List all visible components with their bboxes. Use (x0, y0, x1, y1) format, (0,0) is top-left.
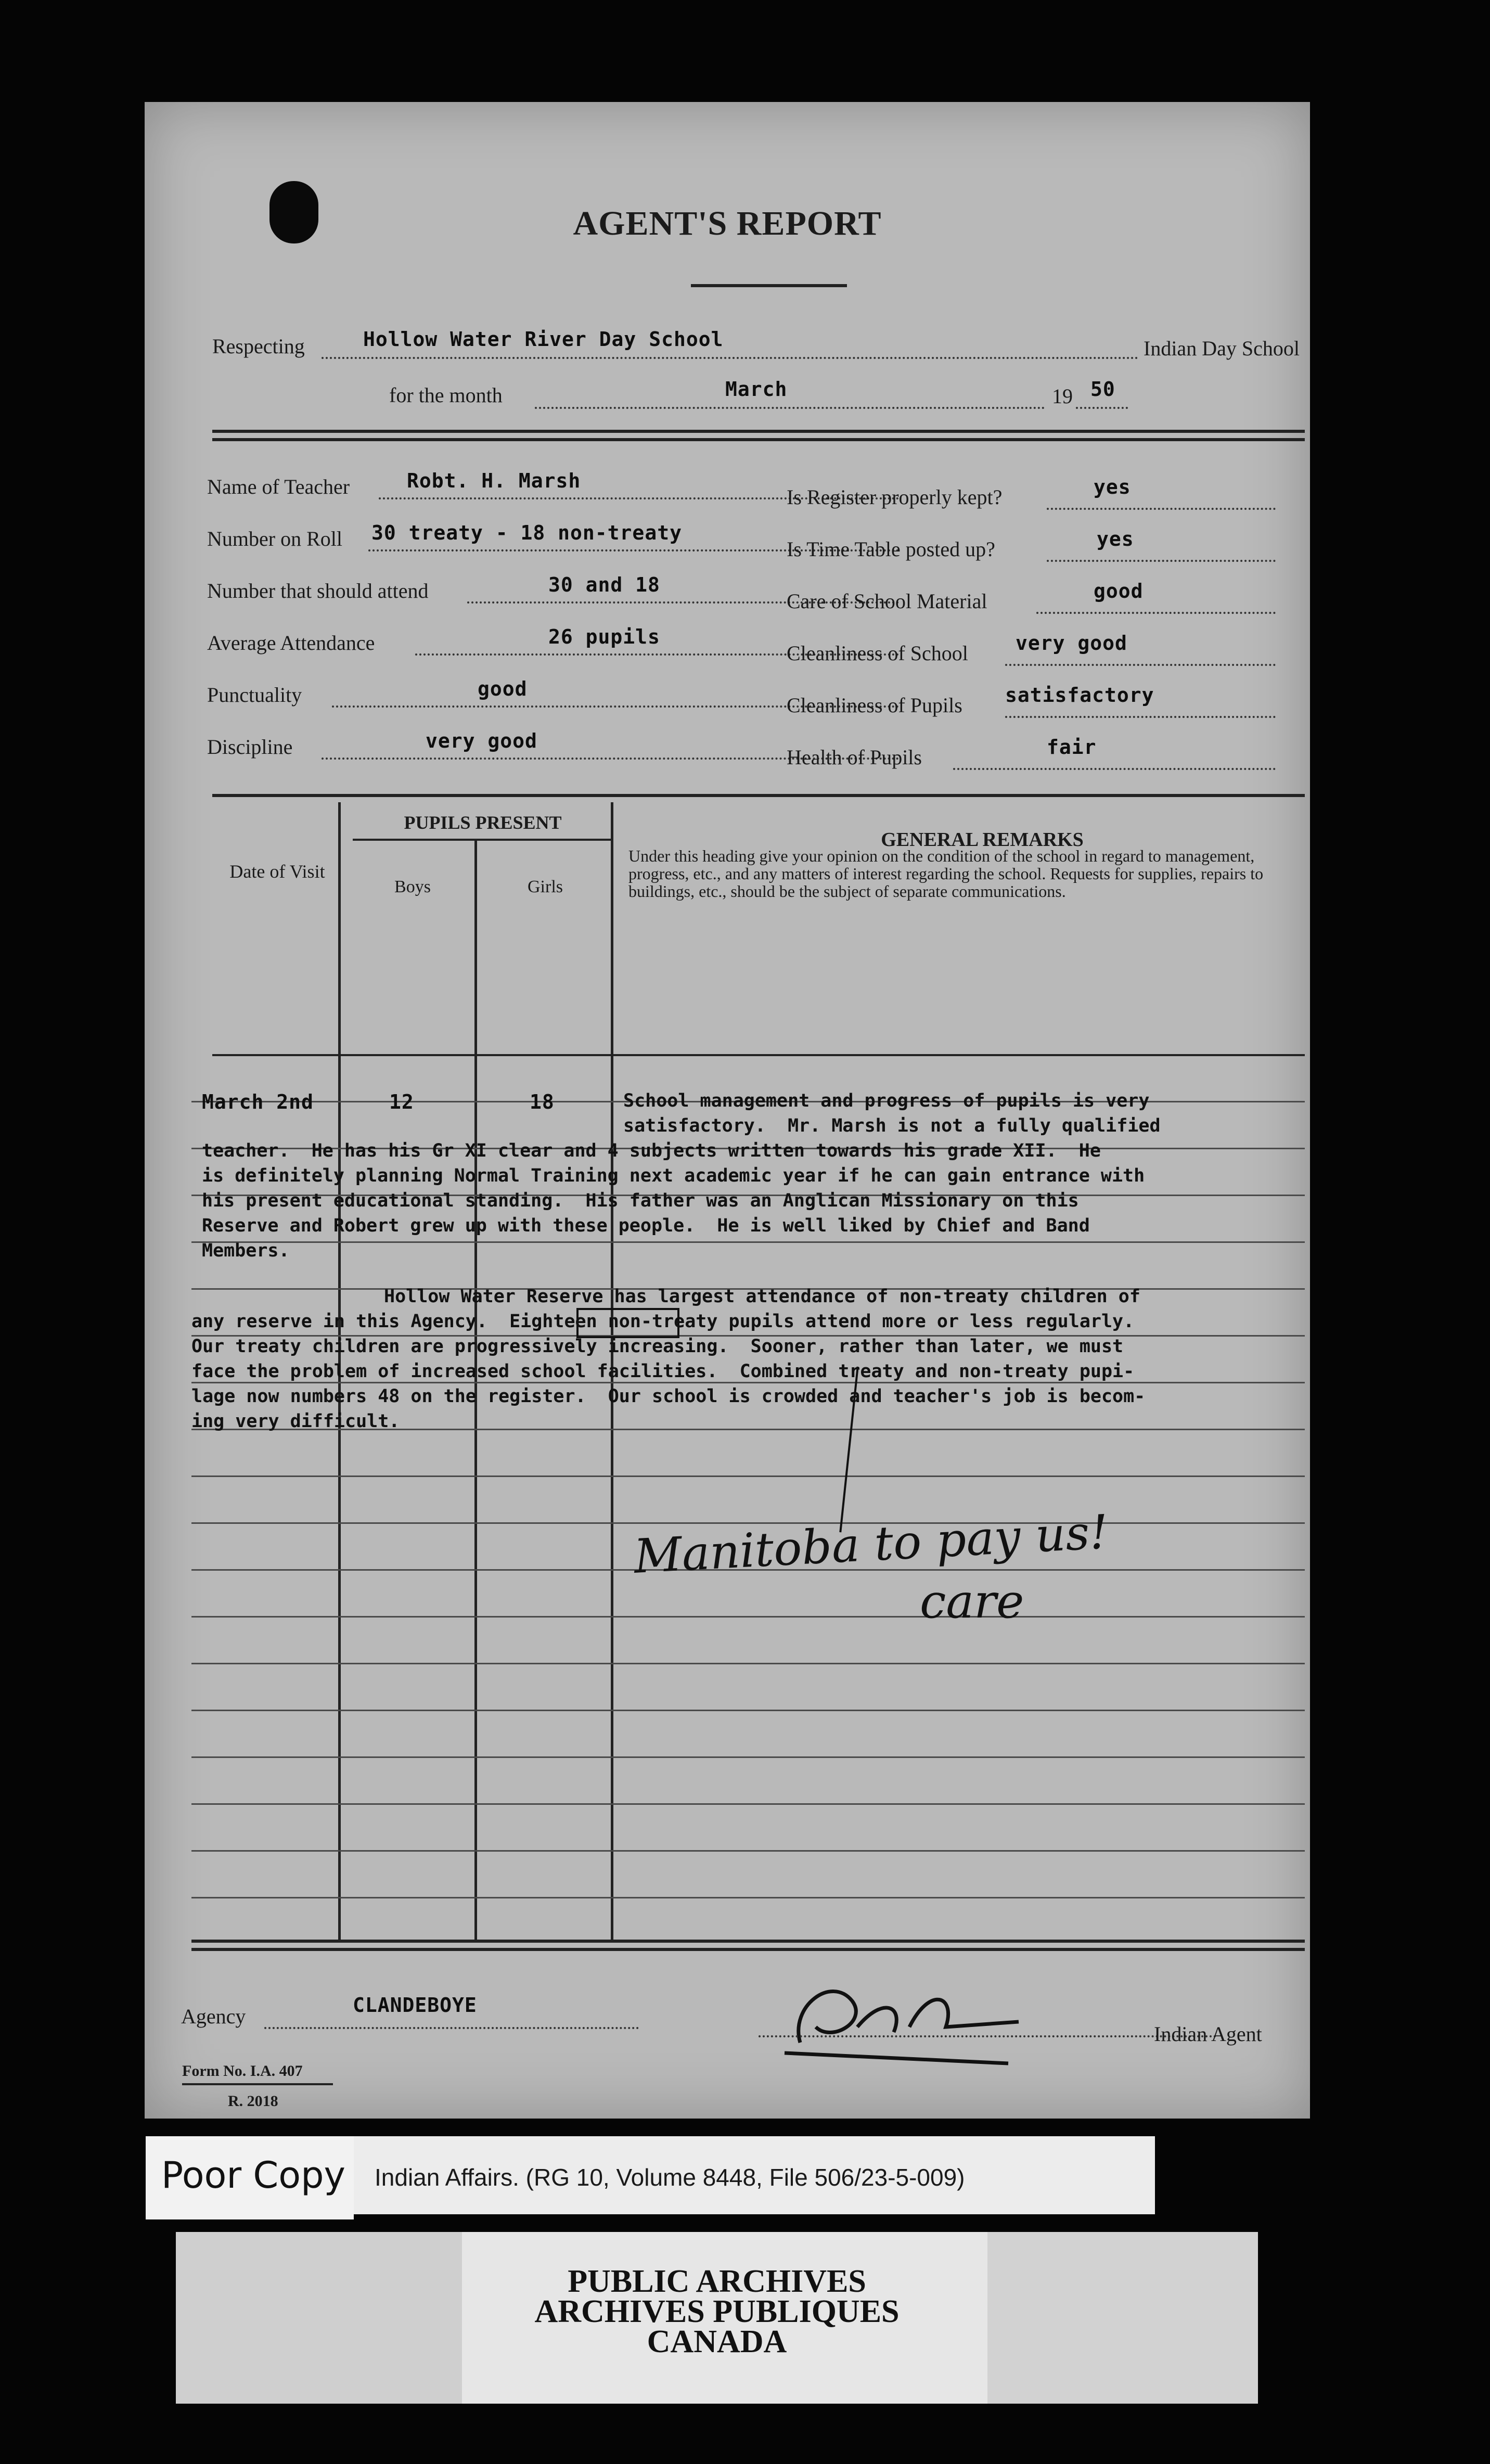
teacher-label: Name of Teacher (207, 475, 350, 498)
handwritten-note: Manitoba to pay us! (632, 1505, 1110, 1584)
remark-line: teacher. He has his Gr XI clear and 4 subjects written towards his grade XII. He (202, 1140, 1101, 1161)
discipline-label: Discipline (207, 735, 293, 759)
remark-line: is definitely planning Normal Training next academic year if he can gain entrance with (202, 1165, 1145, 1186)
girls-header: Girls (528, 877, 563, 896)
register-label: Is Register properly kept? (787, 485, 1003, 509)
year-dots (1076, 407, 1128, 409)
school-material-value: good (1094, 580, 1144, 602)
agency-value: CLANDEBOYE (353, 1994, 477, 2017)
table-line (191, 1710, 1305, 1711)
agent-label: Indian Agent (1154, 2022, 1262, 2046)
timetable-dots (1047, 560, 1276, 562)
girls-count: 18 (530, 1090, 555, 1113)
fields-right (787, 476, 1307, 797)
fields-rule (212, 794, 1305, 797)
table-line (191, 1850, 1305, 1852)
pupil-cleanliness-value: satisfactory (1005, 684, 1154, 707)
teacher-value: Robt. H. Marsh (407, 469, 581, 492)
timetable-label: Is Time Table posted up? (787, 537, 995, 561)
header-rule-top (212, 430, 1305, 433)
date-header: Date of Visit (229, 861, 325, 882)
visit-date: March 2nd (202, 1090, 314, 1113)
year-prefix: 19 (1052, 384, 1073, 408)
agent-dots (759, 2035, 1216, 2037)
form-number-rule (182, 2083, 333, 2085)
register-value: yes (1094, 476, 1131, 498)
archive-stamp-shadow-right (987, 2232, 1258, 2404)
table-line (191, 1663, 1305, 1664)
respecting-dots (322, 357, 1138, 359)
remark-line: his present educational standing. His father was an Anglican Missionary on this (202, 1190, 1079, 1211)
remark-line: face the problem of increased school facilities. Combined treaty and non-treaty pupi- (191, 1361, 1135, 1382)
roll-label: Number on Roll (207, 527, 342, 550)
table-line (191, 1897, 1305, 1898)
form-title: AGENT'S REPORT (573, 204, 882, 242)
remark-line: Reserve and Robert grew up with these people. He is well liked by Chief and Band (202, 1215, 1090, 1236)
agent-signature (769, 1965, 1039, 2069)
punctuality-label: Punctuality (207, 683, 302, 707)
year-value: 50 (1090, 378, 1115, 401)
archive-reference: Indian Affairs. (RG 10, Volume 8448, File 506/23-5-009) (375, 2164, 965, 2191)
respecting-label: Respecting (212, 335, 305, 358)
header-rule-bottom (212, 438, 1305, 441)
remark-line: Members. (202, 1240, 290, 1261)
school-material-label: Care of School Material (787, 589, 987, 613)
circled-word-mark (576, 1308, 679, 1338)
school-material-dots (1036, 612, 1276, 614)
remarks-title: GENERAL REMARKS (881, 829, 1084, 851)
health-label: Health of Pupils (787, 746, 922, 769)
should-attend-label: Number that should attend (207, 579, 429, 602)
register-dots (1047, 508, 1276, 510)
poor-copy-text: Poor Copy (161, 2154, 345, 2197)
respecting-value: Hollow Water River Day School (363, 328, 724, 351)
timetable-value: yes (1097, 528, 1134, 550)
title-underline (691, 284, 847, 287)
month-label: for the month (389, 383, 503, 407)
should-attend-value: 30 and 18 (548, 573, 660, 596)
table-line (191, 1756, 1305, 1758)
remarks-instructions: Under this heading give your opinion on the condition of the school in regard to management, progress, etc., and any matters of interest regarding the school. Requests for supplies, repairs to buildings, etc., should be the subject of separate communications. (628, 846, 1264, 901)
remark-line: satisfactory. Mr. Marsh is not a fully qualified (623, 1115, 1161, 1136)
agency-label: Agency (181, 2005, 246, 2028)
remark-line: School management and progress of pupils is very (623, 1090, 1150, 1111)
form-number: Form No. I.A. 407 (182, 2062, 303, 2080)
table-line (191, 1241, 1305, 1243)
school-cleanliness-label: Cleanliness of School (787, 641, 968, 665)
table-line (191, 1616, 1305, 1618)
avg-attendance-value: 26 pupils (548, 625, 660, 648)
health-dots (953, 768, 1276, 770)
table-bottom-rule (191, 1940, 1305, 1943)
archive-stamp-shadow-left (176, 2232, 462, 2404)
pupils-present-rule (353, 839, 613, 841)
remark-line: Hollow Water Reserve has largest attendance of non-treaty children of (384, 1286, 1140, 1307)
remark-line: any reserve in this Agency. Eighteen non-treaty pupils attend more or less regularly. (191, 1311, 1135, 1332)
boys-header: Boys (394, 877, 431, 896)
health-value: fair (1047, 736, 1097, 759)
pupils-present-header: PUPILS PRESENT (404, 812, 562, 833)
pupil-cleanliness-dots (1005, 716, 1276, 718)
poor-copy-stamp (146, 2136, 354, 2219)
month-value: March (725, 378, 788, 401)
archive-stamp (176, 2232, 1258, 2404)
r-number: R. 2018 (228, 2093, 278, 2110)
remark-line: ing very difficult. (191, 1411, 400, 1432)
month-dots (535, 407, 1045, 409)
report-page (145, 102, 1310, 2119)
table-line (191, 1803, 1305, 1805)
archive-line-3: CANADA (647, 2324, 787, 2359)
table-bottom-rule-2 (191, 1948, 1305, 1951)
archive-stamp-text (457, 2266, 977, 2357)
pupil-cleanliness-label: Cleanliness of Pupils (787, 694, 962, 717)
table-header (212, 799, 1305, 1054)
school-cleanliness-dots (1005, 664, 1276, 666)
table-header-rule (212, 1054, 1305, 1056)
punctuality-value: good (478, 677, 528, 700)
avg-attendance-label: Average Attendance (207, 631, 375, 654)
discipline-value: very good (426, 729, 537, 752)
remark-line: Our treaty children are progressively increasing. Sooner, rather than later, we must (191, 1336, 1124, 1357)
table-line (191, 1475, 1305, 1477)
remark-line: lage now numbers 48 on the register. Our school is crowded and teacher's job is becom- (191, 1386, 1146, 1407)
school-type-label: Indian Day School (1144, 337, 1300, 360)
handwritten-note-care: care (920, 1574, 1024, 1629)
boys-count: 12 (389, 1090, 414, 1113)
archive-reference-label (354, 2136, 1155, 2214)
agency-dots (264, 2027, 639, 2029)
roll-value: 30 treaty - 18 non-treaty (371, 521, 682, 544)
archive-line-2: ARCHIVES PUBLIQUES (534, 2294, 900, 2329)
archive-line-1: PUBLIC ARCHIVES (568, 2264, 866, 2299)
school-cleanliness-value: very good (1016, 632, 1127, 654)
